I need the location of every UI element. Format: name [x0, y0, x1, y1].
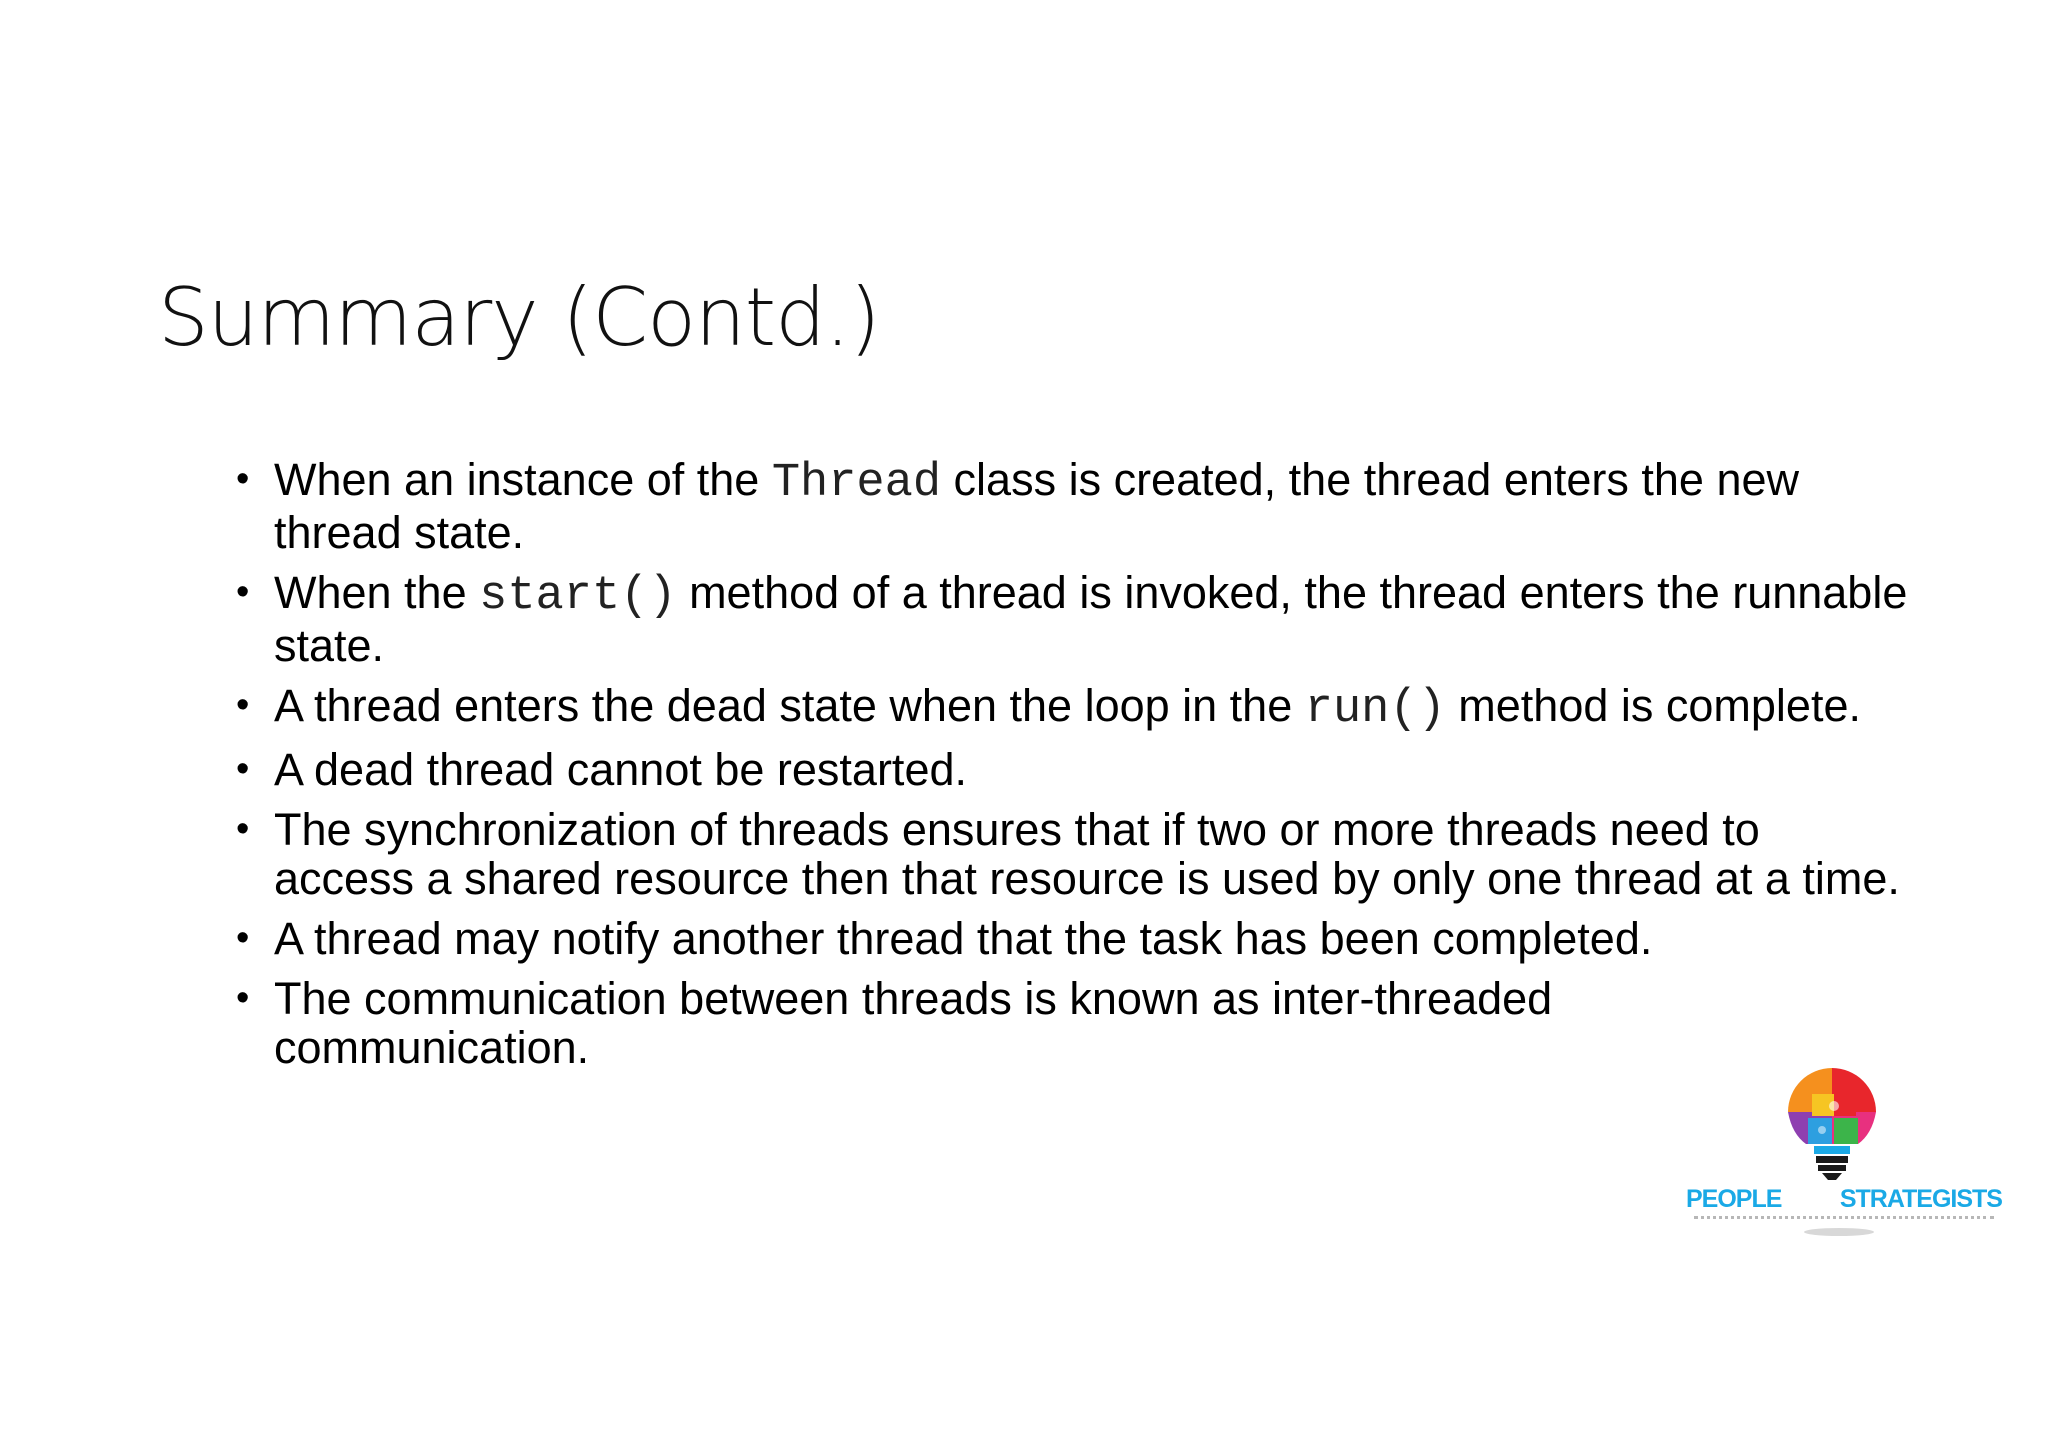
- bullet-dot: •: [236, 571, 250, 613]
- bullet-text: The communication between threads is known as inter-threaded communication.: [274, 973, 1553, 1073]
- bullet-dot: •: [236, 808, 250, 850]
- code-thread: Thread: [771, 457, 942, 510]
- bullet-dot: •: [236, 684, 250, 726]
- bullet-item: [232, 745, 1912, 794]
- logo-wordmark: [1686, 1182, 2002, 1216]
- bullet-item: [232, 805, 1912, 903]
- slide-title: Summary (Contd.): [158, 271, 880, 364]
- bullet-text: method is complete.: [1445, 680, 1861, 731]
- bullet-item: [232, 974, 1912, 1072]
- bullet-text: When an instance of the: [274, 454, 772, 505]
- logo-word-strategists: STRATEGISTS: [1839, 1185, 2002, 1213]
- logo-tagline: [1694, 1216, 1994, 1227]
- bullet-list: [232, 455, 1912, 1083]
- bullet-text: A thread may notify another thread that the task has been completed.: [274, 913, 1653, 964]
- bullet-item: [232, 681, 1912, 734]
- bullet-item: [232, 914, 1912, 963]
- bullet-text: A dead thread cannot be restarted.: [274, 744, 967, 795]
- bullet-item: [232, 568, 1912, 670]
- bullet-text: When the: [274, 567, 480, 618]
- bullet-dot: •: [236, 748, 250, 790]
- code-run: run(): [1304, 683, 1446, 736]
- bullet-item: [232, 455, 1912, 557]
- bullet-dot: •: [236, 458, 250, 500]
- company-logo: [1686, 1064, 2002, 1242]
- bullet-text: method of a thread is invoked, the thread enters the runnable state.: [274, 567, 1908, 671]
- lightbulb-puzzle-icon: [1782, 1064, 1882, 1184]
- bullet-dot: •: [236, 977, 250, 1019]
- bullet-text: The synchronization of threads ensures that if two or more threads need to access a shared resource then that resource is used by only one thread at a time.: [274, 804, 1900, 904]
- bullet-dot: •: [236, 917, 250, 959]
- logo-word-people: PEOPLE: [1686, 1185, 1782, 1213]
- bullet-text: A thread enters the dead state when the loop in the: [274, 680, 1305, 731]
- code-start: start(): [479, 570, 677, 623]
- bullet-text: class is created, the thread enters the new thread state.: [274, 454, 1800, 558]
- logo-shadow: [1804, 1228, 1874, 1236]
